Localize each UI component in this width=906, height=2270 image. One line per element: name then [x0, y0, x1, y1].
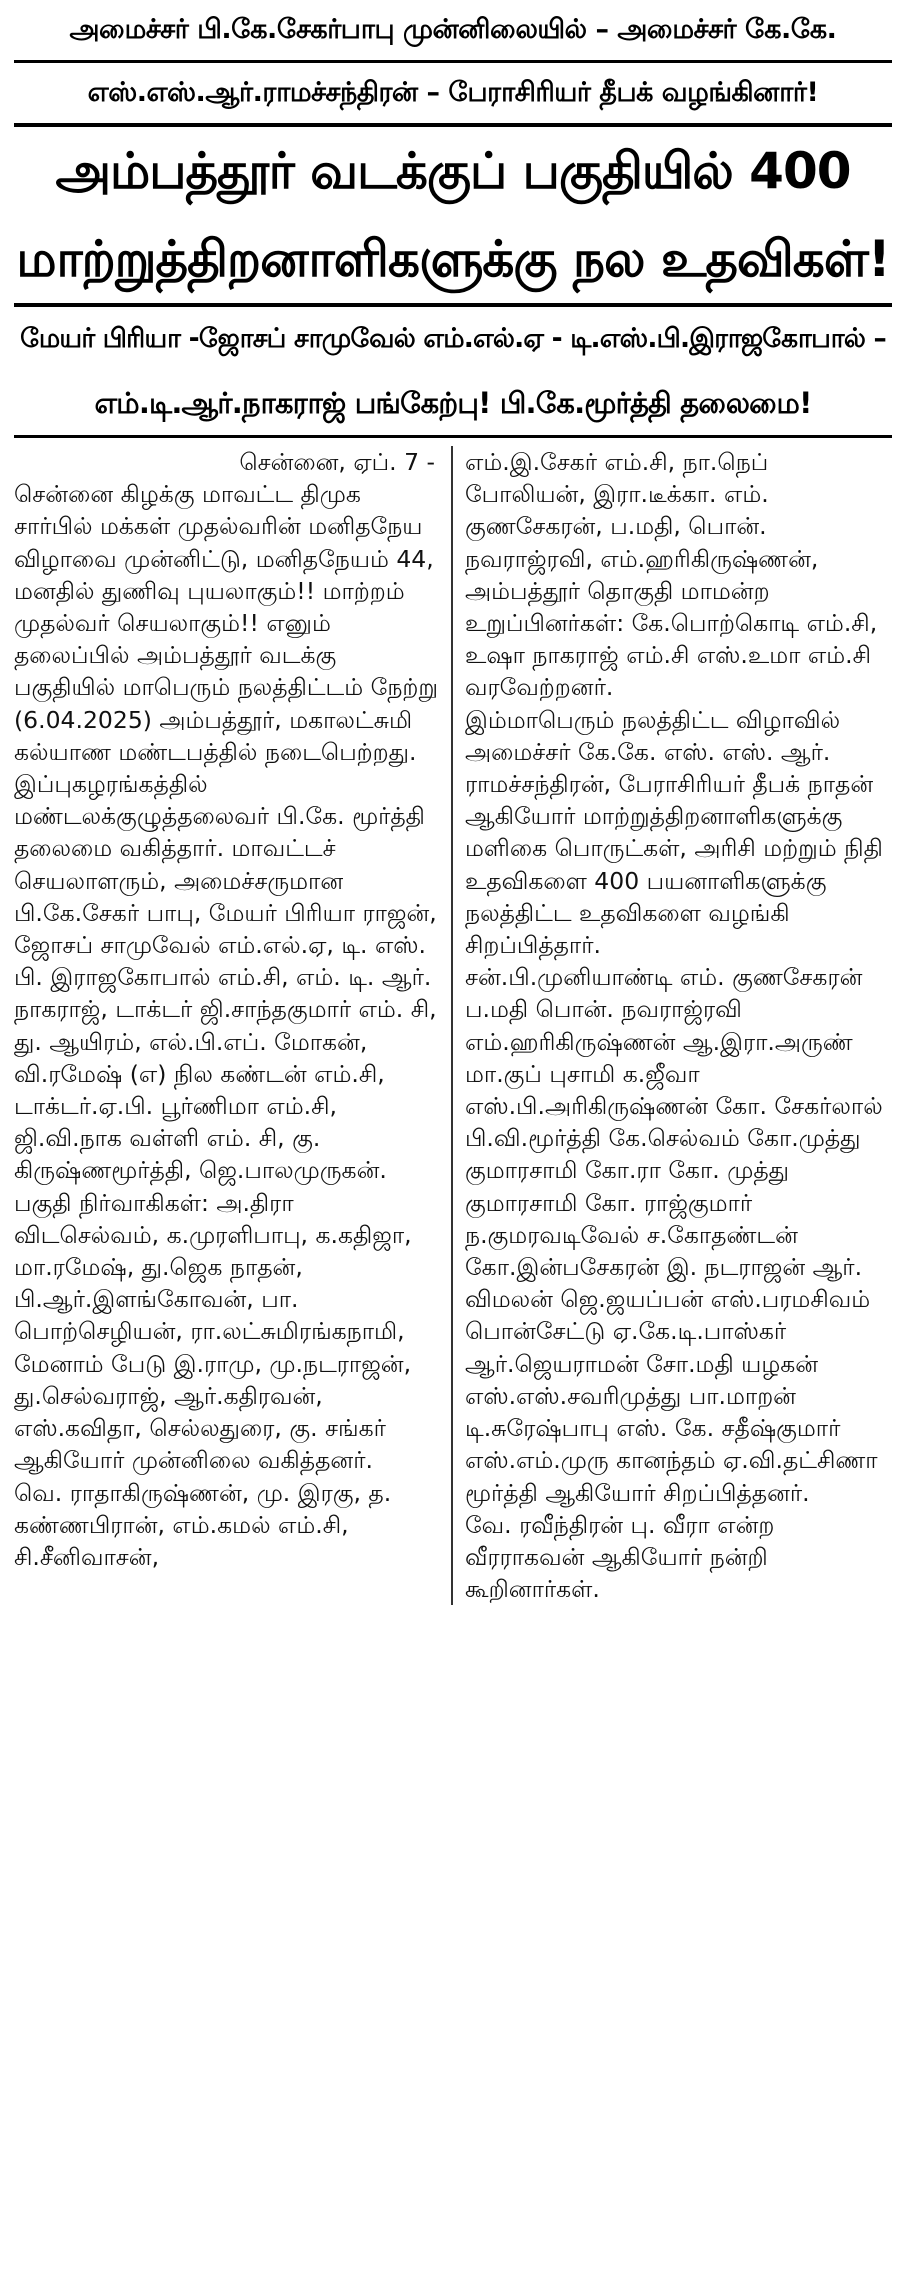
kicker-line-1: அமைச்சர் பி.கே.சேகர்பாபு முன்னிலையில் – அமைச்சர் கே.கே.: [69, 14, 837, 45]
kicker-line-2: எஸ்.எஸ்.ஆர்.ராமச்சந்திரன் – பேராசிரியர் தீபக் வழங்கினார்!: [87, 77, 819, 108]
paragraph: இம்மாபெரும் நலத்திட்ட விழாவில் அமைச்சர் கே.கே. எஸ். எஸ். ஆர். ராமச்சந்திரன், பேராசிரியர் தீபக் நாதன் ஆகியோர் மாற்றுத்திறனாளிகளுக்கு மளிகை பொருட்கள், அரிசி மற்றும் நிதி உதவிகளை 400 பயனாளிகளுக்கு நலத்திட்ட உதவிகளை வழங்கி சிறப்பித்தார்.: [465, 705, 883, 960]
paragraph: பகுதி நிர்வாகிகள்: அ.திரா விடசெல்வம், க.முரளிபாபு, க.கதிஜா, மா.ரமேஷ், து.ஜெக நாதன், பி.ஆர்.இளங்கோவன், பா. பொற்செழியன், ரா.லட்சுமிரங்கநாமி, மேனாம் பேடு இ.ராமு, மு.நடராஜன், து.செல்வராஜ், ஆர்.கதிரவன், எஸ்.கவிதா, செல்லதுரை, கு. சங்கர் ஆகியோர் முன்னிலை வகித்தனர்.: [14, 1188, 412, 1475]
dateline: சென்னை, ஏப். 7 -: [239, 448, 435, 476]
article-column-right: [453, 446, 892, 1605]
paragraph: வெ. ராதாகிருஷ்ணன், மு. இரகு, த. கண்ணபிரான், எம்.கமல் எம்.சி, சி.சீனிவாசன்,: [14, 1478, 392, 1571]
subheadline-line-1: மேயர் பிரியா -ஜோசப் சாமுவேல் எம்.எல்.ஏ - டி.எஸ்.பி.இராஜகோபால் –: [20, 323, 886, 354]
paragraph: சன்.பி.முனியாண்டி எம். குணசேகரன் ப.மதி பொன். நவராஜ்ரவி எம்.ஹரிகிருஷ்ணன் ஆ.இரா.அருண் மா.குப் புசாமி க.ஜீவா எஸ்.பி.அரிகிருஷ்ணன் கோ. சேகர்லால் பி.வி.மூர்த்தி கே.செல்வம் கோ.முத்து குமாரசாமி கோ.ரா கோ. முத்து குமாரசாமி கோ. ராஜ்குமார் ந.குமரவடிவேல் ச.கோதண்டன் கோ.இன்பசேகரன் இ. நடராஜன் ஆர். விமலன் ஜெ.ஜயப்பன் எஸ்.பரமசிவம் பொன்சேட்டு ஏ.கே.டி.பாஸ்கர் ஆர்.ஜெயராமன் சோ.மதி யழகன் எஸ்.எஸ்.சவரிமுத்து பா.மாறன் டி.சுரேஷ்பாபு எஸ். கே. சதீஷ்குமார் எஸ்.எம்.முரு கானந்தம் ஏ.வி.தட்சிணா மூர்த்தி ஆகியோர் சிறப்பித்தனர்.: [465, 963, 883, 1507]
paragraph: எம்.இ.சேகர் எம்.சி, நா.நெப் போலியன், இரா.டீக்கா. எம். குணசேகரன், ப.மதி, பொன். நவராஜ்ரவி, எம்.ஹரிகிருஷ்ணன், அம்பத்தூர் தொகுதி மாமன்ற உறுப்பினர்கள்: கே.பொற்கொடி எம்.சி, உஷா நாகராஜ் எம்.சி எஸ்.உமா எம்.சி வரவேற்றனர்.: [465, 448, 878, 702]
subheadline-line-2: எம்.டி.ஆர்.நாகராஜ் பங்கேற்பு! பி.கே.மூர்த்தி தலைமை!: [94, 386, 812, 420]
divider-4: [14, 435, 892, 438]
article-column-left: [14, 446, 453, 1605]
headline-line-2: மாற்றுத்திறனாளிகளுக்கு நல உதவிகள்!: [16, 230, 890, 288]
paragraph: சென்னை கிழக்கு மாவட்ட திமுக சார்பில் மக்கள் முதல்வரின் மனிதநேய விழாவை முன்னிட்டு, மனிதநேயம் 44, மனதில் துணிவு புயலாகும்!! மாற்றம் முதல்வர் செயலாகும்!! எனும் தலைப்பில் அம்பத்தூர் வடக்கு பகுதியில் மாபெரும் நலத்திட்டம் நேற்று (6.04.2025) அம்பத்தூர், மகாலட்சுமி கல்யாண மண்டபத்தில் நடைபெற்றது.: [14, 480, 439, 766]
paragraph: இப்புகழரங்கத்தில் மண்டலக்குழுத்தலைவர் பி.கே. மூர்த்தி தலைமை வகித்தார். மாவட்டச் செயலாளரும், அமைச்சருமான பி.கே.சேகர் பாபு, மேயர் பிரியா ராஜன், ஜோசப் சாமுவேல் எம்.எல்.ஏ, டி. எஸ். பி. இராஜகோபால் எம்.சி, எம். டி. ஆர். நாகராஜ், டாக்டர் ஜி.சாந்தகுமார் எம். சி, து. ஆயிரம், எல்.பி.எப். மோகன், வி.ரமேஷ் (எ) நில கண்டன் எம்.சி, டாக்டர்.ஏ.பி. பூர்ணிமா எம்.சி, ஜி.வி.நாக வள்ளி எம். சி, கு. கிருஷ்ணமூர்த்தி, ஜெ.பாலமுருகன்.: [14, 770, 437, 1185]
paragraph: வே. ரவீந்திரன் பு. வீரா என்ற வீரராகவன் ஆகியோர் நன்றி கூறினார்கள்.: [465, 1510, 775, 1604]
headline-line-1: அம்பத்தூர் வடக்குப் பகுதியில் 400: [55, 142, 851, 200]
article-body: [14, 446, 892, 1605]
